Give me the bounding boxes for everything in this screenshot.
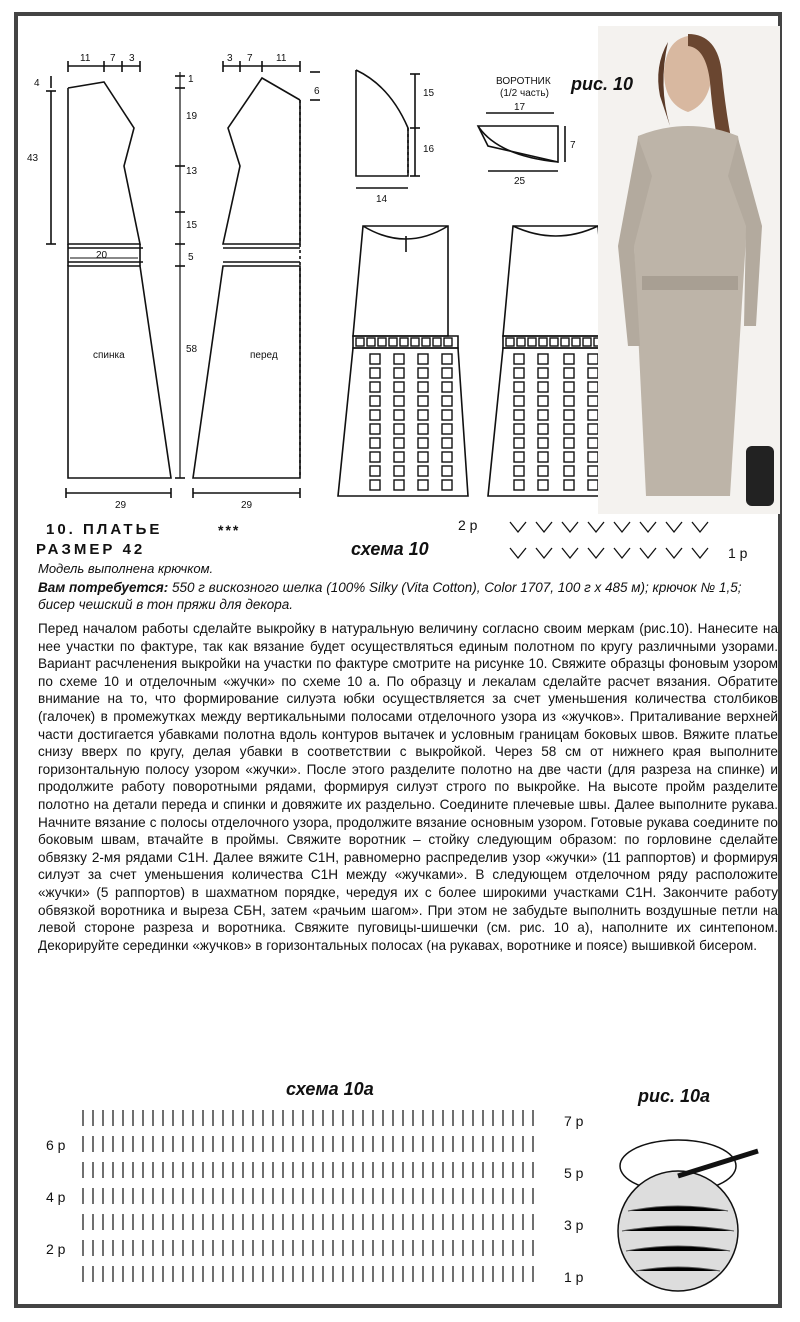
back-pattern-piece [68,82,171,478]
front-dim-11: 11 [276,53,287,64]
motif-square [514,424,524,434]
motif-square [588,452,598,462]
motif-square [514,438,524,448]
motif-square [514,452,524,462]
motif-square [389,338,397,346]
front-dim-7: 7 [247,53,253,64]
motif-square [538,354,548,364]
motif-square [538,480,548,490]
motif-square [394,354,404,364]
motif-square [588,354,598,364]
materials-text: 550 г вискозного шелка (100% Silky (Vita Cotton), Color 1707, 100 г х 485 м); крючок № 1,5; бисер чешский в тон пряжи для декора. [38,580,742,612]
motif-square [588,396,598,406]
motif-square [572,338,580,346]
motif-square [370,466,380,476]
motif-square [370,354,380,364]
front-dim-3: 3 [227,53,233,64]
motif-square [370,480,380,490]
scheme-10-v-stitch [692,522,708,532]
motif-square [394,424,404,434]
motif-square [514,410,524,420]
scheme-10-v-stitch [536,522,552,532]
motif-square [394,438,404,448]
figure-10a-label: рис. 10а [638,1086,711,1106]
back-dim-11: 11 [80,53,91,64]
scheme-10-v-stitch [640,548,656,558]
motif-square [370,438,380,448]
sleeve-dim-14: 14 [376,194,388,205]
scheme-10-v-stitch [562,548,578,558]
button-illustration [608,1121,768,1301]
front-dim-5: 5 [188,252,194,263]
front-dim-13: 13 [186,166,198,177]
collar-dim-25: 25 [514,176,526,187]
front-dim-58: 58 [186,344,198,355]
scheme-10-v-stitch [666,522,682,532]
scheme-10-v-stitch [640,522,656,532]
motif-square [588,368,598,378]
motif-square [400,338,408,346]
motif-square [442,466,452,476]
motif-square [564,480,574,490]
motif-square [538,438,548,448]
motif-square [564,410,574,420]
motif-square [418,438,428,448]
motif-square [564,382,574,392]
motif-square [418,382,428,392]
scheme-10-v-stitch [692,548,708,558]
motif-square [564,424,574,434]
model-note: Модель выполнена крючком. [38,561,214,576]
motif-square [394,452,404,462]
motif-square [370,424,380,434]
scheme-10a-row-4: 4 р [46,1189,66,1205]
motif-square [588,466,598,476]
motif-square [356,338,364,346]
motif-square [394,368,404,378]
motif-square [411,338,419,346]
motif-square [564,368,574,378]
motif-square [564,438,574,448]
motif-square [588,424,598,434]
back-dim-4: 4 [34,78,40,89]
motif-square [442,424,452,434]
motif-square [367,338,375,346]
page-frame [14,12,782,1308]
scheme-10a-row-5: 5 р [564,1165,584,1181]
instructions-text: Перед началом работы сделайте выкройку в натуральную величину согласно своим меркам (рис.10). Нанесите на нее участки по фактуре, так как вязание будет осуществляться единым полотном по кругу различными узорами. Вариант расчленения выкройки на участки по фактуре смотрите на рисунке 10. Свяжите образцы фоновым узором по схеме 10 и отделочным «жучки» по схеме 10 а. По образцу и лекалам сделайте расчет вязания. Обратите внимание на то, что формирование силуэта юбки осуществляется за счет уменьшения количества столбиков (галочек) в промежутках между вертикальными полосами отделочного узора из «жучков». Приталивание верхней части достигается убавками полотна вдоль контуров вытачек и условным границам боковых швов. Вяжите платье снизу вверх по кругу, делая убавки в соответствии с выкройкой. Через 58 см от нижнего края выполните горизонтальную полосу узором «жучки». После этого разделите полотно на две части (для разреза на спинке) и продолжите работу поворотными рядами, формируя силуэт строго по выкройке. На высоте пройм разделите полотно на детали переда и спинки и довяжите их раздельно. Соедините плечевые швы. Далее выполните рукава. Начните вязание с полосы отделочного узора, продолжите вязание основным узором. Готовые рукава соедините по боковым швам, втачайте в проймы. Свяжите воротник – стойку следующим образом: по горловине сделайте обвязку 2-мя рядами С1Н. Далее вяжите С1Н, равномерно распределив узор «жучки» (11 раппортов) и формируя силуэт за счет уменьшения количества С1Н между «жучками». В следующем отделочном ряду расположите «жучки» (5 раппортов) в шахматном порядке, чередуя их с более широкими участками С1Н. Закончите работу обвязкой воротника и выреза СБН, затем «рачьим шагом». При этом не забудьте выполнить воздушные петли на левой стороне разреза и воротника. Свяжите пуговицы-шишечки (см. рис. 10 а), наполните их синтепоном. Декорируйте серединки «жучков» в горизонтальных полосах (на рукавах, воротнике и поясе) вышивкой бисером. [38,621,778,953]
scheme-10-row-2: 2 р [458,517,478,533]
sleeve-dim-16: 16 [423,144,435,155]
collar-title: ВОРОТНИК [496,76,551,87]
motif-square [442,396,452,406]
materials-label: Вам потребуется: [38,580,169,595]
motif-square [418,480,428,490]
scheme-10-title: схема 10 [351,539,429,559]
scheme-10-v-stitch [588,522,604,532]
scheme-10-v-stitch [562,522,578,532]
collar-dim-7: 7 [570,140,576,151]
motif-square [394,396,404,406]
front-piece-label: перед [250,350,278,361]
motif-square [538,424,548,434]
model-photo [598,26,780,514]
motif-square [539,338,547,346]
scheme-10a-row-2: 2 р [46,1241,66,1257]
back-dim-3: 3 [129,53,135,64]
motif-square [561,338,569,346]
scheme-10a-title: схема 10а [286,1079,374,1099]
size-label: РАЗМЕР 42 [36,541,146,558]
motif-square [514,354,524,364]
motif-square [418,354,428,364]
motif-square [370,452,380,462]
scheme-10a-row-1: 1 р [564,1269,584,1285]
front-pattern-piece [193,78,300,478]
motif-square [538,396,548,406]
motif-square [418,368,428,378]
front-dim-29: 29 [241,500,253,511]
motif-square [418,396,428,406]
materials [38,579,776,613]
motif-square [442,382,452,392]
motif-square [442,452,452,462]
motif-square [418,410,428,420]
back-dim-43: 43 [27,153,39,164]
scheme-10-v-stitch [666,548,682,558]
collar-dim-17: 17 [514,102,526,113]
motif-square [564,396,574,406]
motif-square [394,466,404,476]
sleeve-dim-15: 15 [423,88,435,99]
motif-square [550,338,558,346]
motif-square [538,410,548,420]
motif-square [506,338,514,346]
motif-square [514,466,524,476]
motif-square [588,382,598,392]
back-piece-label: спинка [93,350,125,361]
front-dim-15: 15 [186,220,198,231]
motif-square [564,354,574,364]
motif-square [538,466,548,476]
motif-square [564,452,574,462]
motif-square [514,480,524,490]
back-dim-20: 20 [96,250,108,261]
motif-square [588,438,598,448]
scheme-10a-row-7: 7 р [564,1113,584,1129]
scheme-10a-row-3: 3 р [564,1217,584,1233]
scheme-10-v-stitch [510,548,526,558]
scheme-10-v-stitch [536,548,552,558]
front-dim-1: 1 [188,74,194,85]
motif-square [433,338,441,346]
collar-pattern-piece [478,126,558,162]
figure-10-label: рис. 10 [571,74,634,94]
difficulty-stars: *** [218,522,241,538]
motif-square [378,338,386,346]
motif-square [422,338,430,346]
motif-square [394,382,404,392]
collar-subtitle: (1/2 часть) [500,88,549,99]
scheme-10-row-1: 1 р [728,545,748,561]
motif-square [418,424,428,434]
front-dim-19: 19 [186,111,198,122]
scheme-10a-row-6: 6 р [46,1137,66,1153]
motif-square [442,480,452,490]
motif-square [394,480,404,490]
motif-square [442,438,452,448]
back-dim-29: 29 [115,500,127,511]
pattern-title: 10. ПЛАТЬЕ [46,521,163,538]
sleeve-pattern-piece [356,70,408,176]
scheme-10-v-stitch [614,522,630,532]
motif-square [514,396,524,406]
motif-square [442,354,452,364]
motif-square [370,368,380,378]
motif-square [583,338,591,346]
motif-square [370,410,380,420]
motif-square [394,410,404,420]
motif-square [538,382,548,392]
motif-square [538,368,548,378]
motif-square [444,338,452,346]
motif-square [370,382,380,392]
back-dim-7: 7 [110,53,116,64]
motif-square [528,338,536,346]
motif-square [418,452,428,462]
motif-square [538,452,548,462]
scheme-10-v-stitch [510,522,526,532]
motif-square [370,396,380,406]
front-dim-6: 6 [314,86,320,97]
motif-square [514,368,524,378]
motif-square [514,382,524,392]
motif-square [442,410,452,420]
motif-square [588,480,598,490]
motif-square [588,410,598,420]
scheme-10-v-stitch [588,548,604,558]
motif-square [418,466,428,476]
motif-square [442,368,452,378]
motif-square [517,338,525,346]
scheme-10-v-stitch [614,548,630,558]
motif-square [564,466,574,476]
